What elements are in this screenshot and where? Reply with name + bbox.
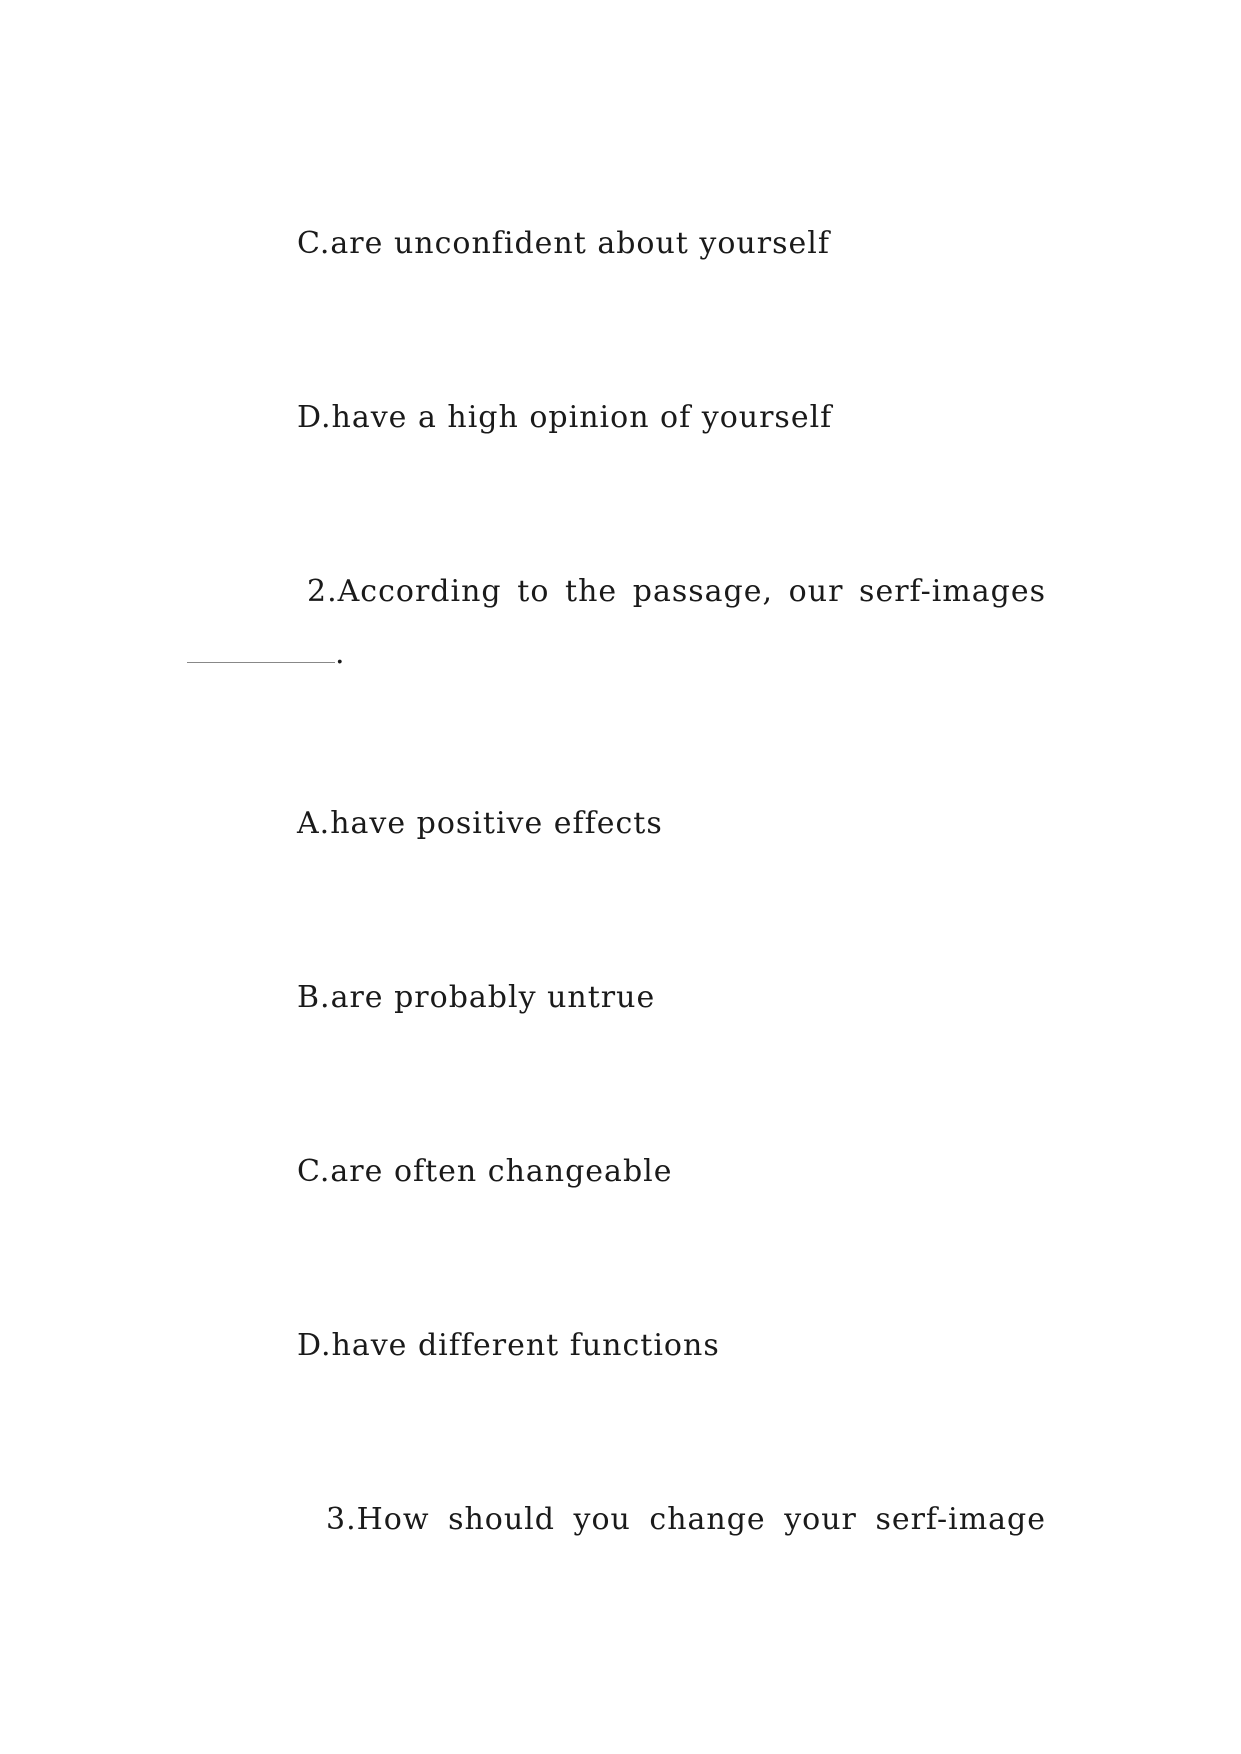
q2-option-d: D.have different functions (297, 1328, 720, 1363)
q3-stem: 3.How should you change your serf-image (326, 1502, 1046, 1537)
q2-option-c: C.are often changeable (297, 1154, 673, 1189)
q1-option-c: C.are unconfident about yourself (297, 226, 830, 261)
q2-answer-line (187, 636, 346, 672)
answer-blank (187, 640, 335, 663)
q2-option-b: B.are probably untrue (297, 980, 656, 1015)
q1-option-d: D.have a high opinion of yourself (297, 400, 833, 435)
q2-option-a: A.have positive effects (297, 806, 663, 841)
q2-stem: 2.According to the passage, our serf-images (307, 574, 1046, 609)
q2-stem-end: . (335, 636, 346, 671)
